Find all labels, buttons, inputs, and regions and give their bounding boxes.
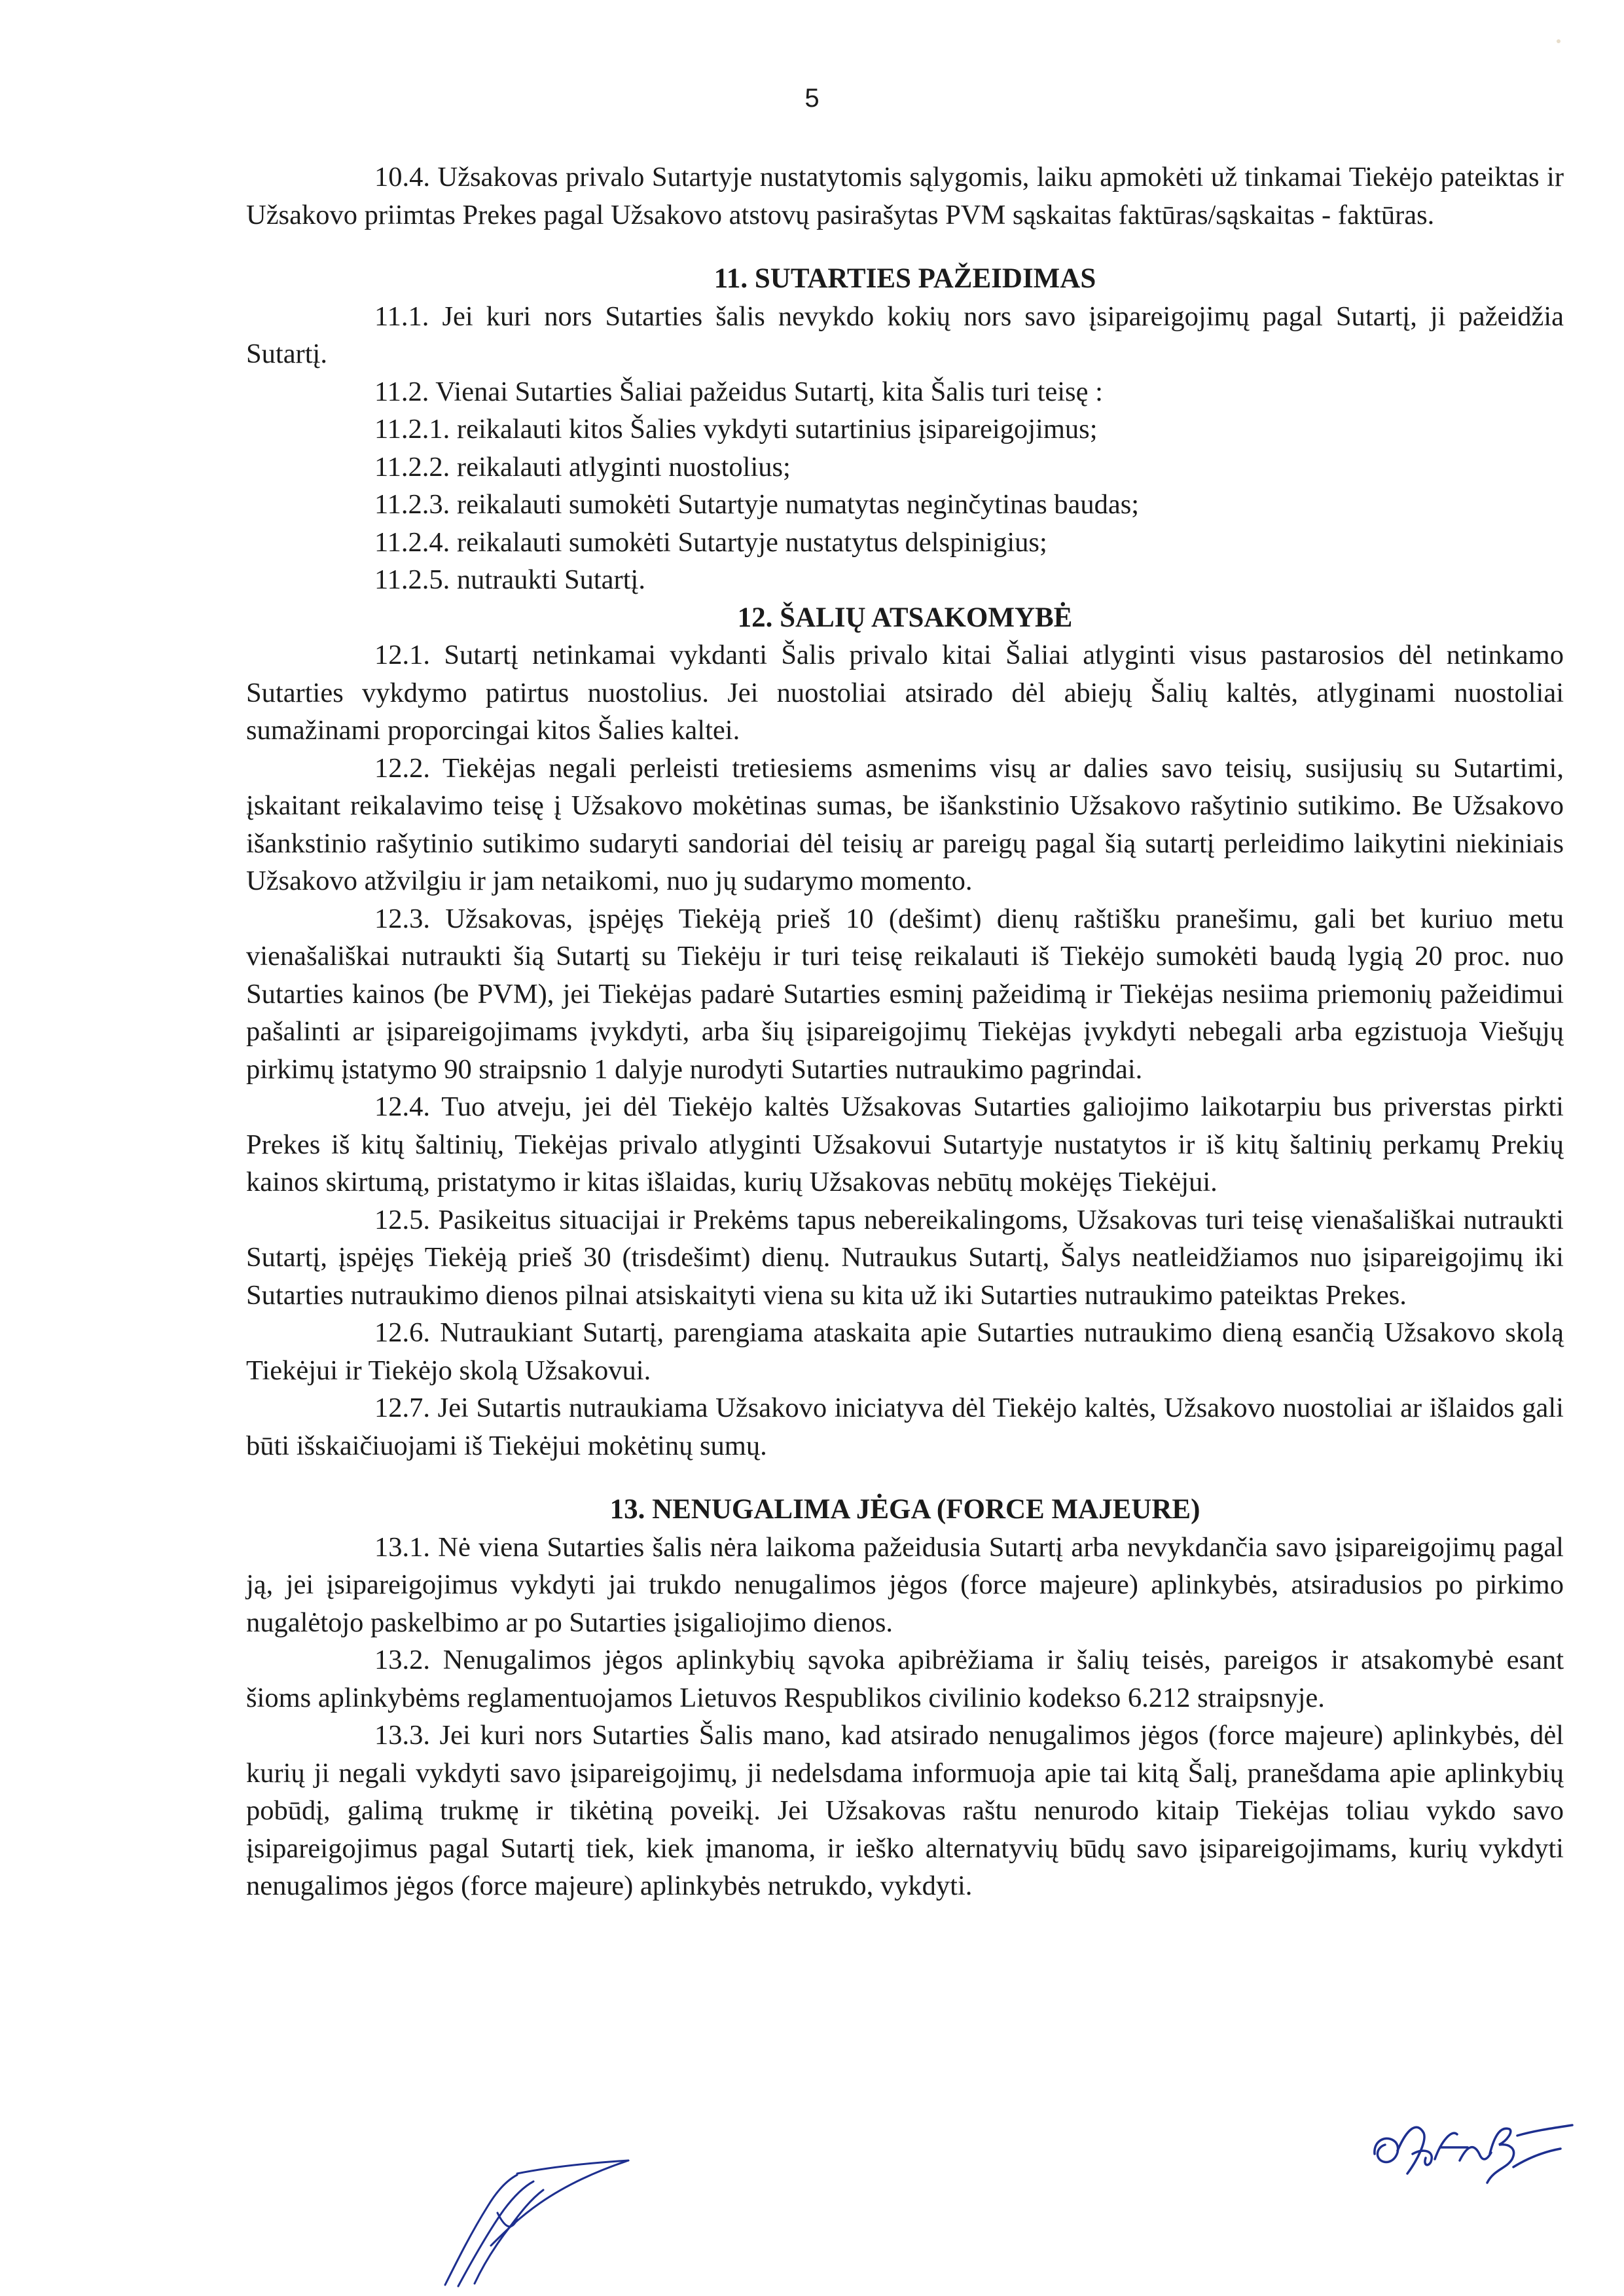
clause-paragraph: 12.6. Nutraukiant Sutartį, parengiama ataskaita apie Sutarties nutraukimo dieną esančią Užsakovo skolą Tiekėjui ir Tiekėjo skolą Užsakovui. [246, 1317, 1564, 1386]
section-heading: 11. SUTARTIES PAŽEIDIMAS [713, 263, 1096, 294]
section-heading: 12. ŠALIŲ ATSAKOMYBĖ [737, 602, 1073, 633]
clause-paragraph: 11.2.1. reikalauti kitos Šalies vykdyti sutartinius įsipareigojimus; [374, 414, 1098, 445]
clause-paragraph: 13.3. Jei kuri nors Sutarties Šalis mano, kad atsirado nenugalimos jėgos (force majeure) aplinkybės, dėl kurių ji negali vykdyti savo įsipareigojimų, ji nedelsdama informuoja apie tai kitą Šalį, pranešdama apie aplinkybių pobūdį, galimą trukmę ir tikėtiną poveikį. Jei Užsakovas raštu nenurodo kitaip Tiekėjas toliau vykdo savo įsipareigojimus pagal Sutartį tiek, kiek įmanoma, ir ieško alternatyvių būdų savo įsipareigojimams, kurių vykdyti nenugalimos jėgos (force majeure) aplinkybės netrukdo, vykdyti. [246, 1720, 1564, 1901]
clause-paragraph: 12.7. Jei Sutartis nutraukiama Užsakovo iniciatyva dėl Tiekėjo kaltės, Užsakovo nuostoliai ar išlaidos gali būti išskaičiuojami iš Tiekėjui mokėtinų sumų. [246, 1393, 1564, 1461]
clause-paragraph: 13.2. Nenugalimos jėgos aplinkybių sąvoka apibrėžiama ir šalių teisės, pareigos ir atsakomybė esant šioms aplinkybėms reglamentuojamos Lietuvos Respublikos civilinio kodekso 6.212 straipsnyje. [246, 1645, 1564, 1713]
clause-paragraph: 11.2. Vienai Sutarties Šaliai pažeidus Sutartį, kita Šalis turi teisę : [374, 376, 1103, 407]
section-heading: 13. NENUGALIMA JĖGA (FORCE MAJEURE) [609, 1494, 1200, 1525]
clause-paragraph: 11.2.4. reikalauti sumokėti Sutartyje nustatytus delspinigius; [374, 526, 1047, 558]
document-body [246, 158, 1564, 1905]
section-spacer [246, 1465, 1564, 1491]
clause-paragraph: 12.3. Užsakovas, įspėjęs Tiekėją prieš 10 (dešimt) dienų raštišku pranešimu, gali bet kuriuo metu vienašališkai nutraukti šią Sutartį su Tiekėju ir turi teisę reikalauti iš Tiekėjo sumokėti baudą lygią 20 proc. nuo Sutarties kainos (be PVM), jei Tiekėjas padarė Sutarties esminį pažeidimą ir Tiekėjas nesiima priemonių pažeidimui pašalinti ar įsipareigojimams įvykdyti, arba šių įsipareigojimų Tiekėjas įvykdyti nebegali arba egzistuoja Viešųjų pirkimų įstatymo 90 straipsnio 1 dalyje nurodyti Sutarties nutraukimo pagrindai. [246, 903, 1564, 1085]
clause-paragraph: 11.2.5. nutraukti Sutartį. [374, 564, 645, 595]
clause-paragraph: 10.4. Užsakovas privalo Sutartyje nustatytomis sąlygomis, laiku apmokėti už tinkamai Tiekėjo pateiktas ir Užsakovo priimtas Prekes pagal Užsakovo atstovų pasirašytas PVM sąskaitas faktūras/sąskaitas - faktūras. [246, 162, 1564, 230]
clause-paragraph: 11.2.3. reikalauti sumokėti Sutartyje numatytas neginčytinas baudas; [374, 489, 1140, 520]
clause-paragraph: 11.2.2. reikalauti atlyginti nuostolius; [374, 451, 791, 483]
clause-paragraph: 12.5. Pasikeitus situacijai ir Prekėms tapus nebereikalingoms, Užsakovas turi teisę vienašališkai nutraukti Sutartį, įspėjęs Tiekėją prieš 30 (trisdešimt) dienų. Nutraukus Sutartį, Šalys neatleidžiamos nuo įsipareigojimų iki Sutarties nutraukimo dienos pilnai atsiskaityti viena su kita už iki Sutarties nutraukimo pateiktas Prekes. [246, 1204, 1564, 1311]
clause-paragraph: 11.1. Jei kuri nors Sutarties šalis nevykdo kokių nors savo įsipareigojimų pagal Sutartį, ji pažeidžia Sutartį. [246, 301, 1564, 369]
page-number: 5 [804, 84, 820, 113]
scan-speck [1557, 39, 1561, 43]
clause-paragraph: 12.4. Tuo atveju, jei dėl Tiekėjo kaltės Užsakovas Sutarties galiojimo laikotarpiu bus priverstas pirkti Prekes iš kitų šaltinių, Tiekėjas privalo atlyginti Užsakovui Sutartyje nustatytos ir iš kitų šaltinių perkamų Prekių kainos skirtumą, pristatymo ir kitas išlaidas, kurių Užsakovas nebūtų mokėjęs Tiekėjui. [246, 1091, 1564, 1197]
signature-left [419, 2134, 635, 2291]
section-spacer [246, 234, 1564, 260]
clause-paragraph: 12.2. Tiekėjas negali perleisti tretiesiems asmenims visų ar dalies savo teisių, susijusių su Sutartimi, įskaitant reikalavimo teisę į Užsakovo mokėtinas sumas, be išankstinio Užsakovo rašytinio sutikimo. Be Užsakovo išankstinio rašytinio sutikimo sudaryti sandoriai dėl teisių ar pareigų pagal šią sutartį perleidimo laikytini niekiniais Užsakovo atžvilgiu ir jam netaikomi, nuo jų sudarymo momento. [246, 752, 1564, 896]
clause-paragraph: 12.1. Sutartį netinkamai vykdanti Šalis privalo kitai Šaliai atlyginti visus pastarosios dėl netinkamo Sutarties vykdymo patirtus nuostolius. Jei nuostoliai atsirado dėl abiejų Šalių kaltės, atlyginami nuostoliai sumažinami proporcingai kitos Šalies kaltei. [246, 640, 1564, 746]
signature-right [1362, 2102, 1578, 2200]
clause-paragraph: 13.1. Nė viena Sutarties šalis nėra laikoma pažeidusia Sutartį arba nevykdančia savo įsipareigojimų pagal ją, jei įsipareigojimus vykdyti jai trukdo nenugalimos jėgos (force majeure) aplinkybės, atsiradusios po pirkimo nugalėtojo paskelbimo ar po Sutarties įsigaliojimo dienos. [246, 1531, 1564, 1638]
